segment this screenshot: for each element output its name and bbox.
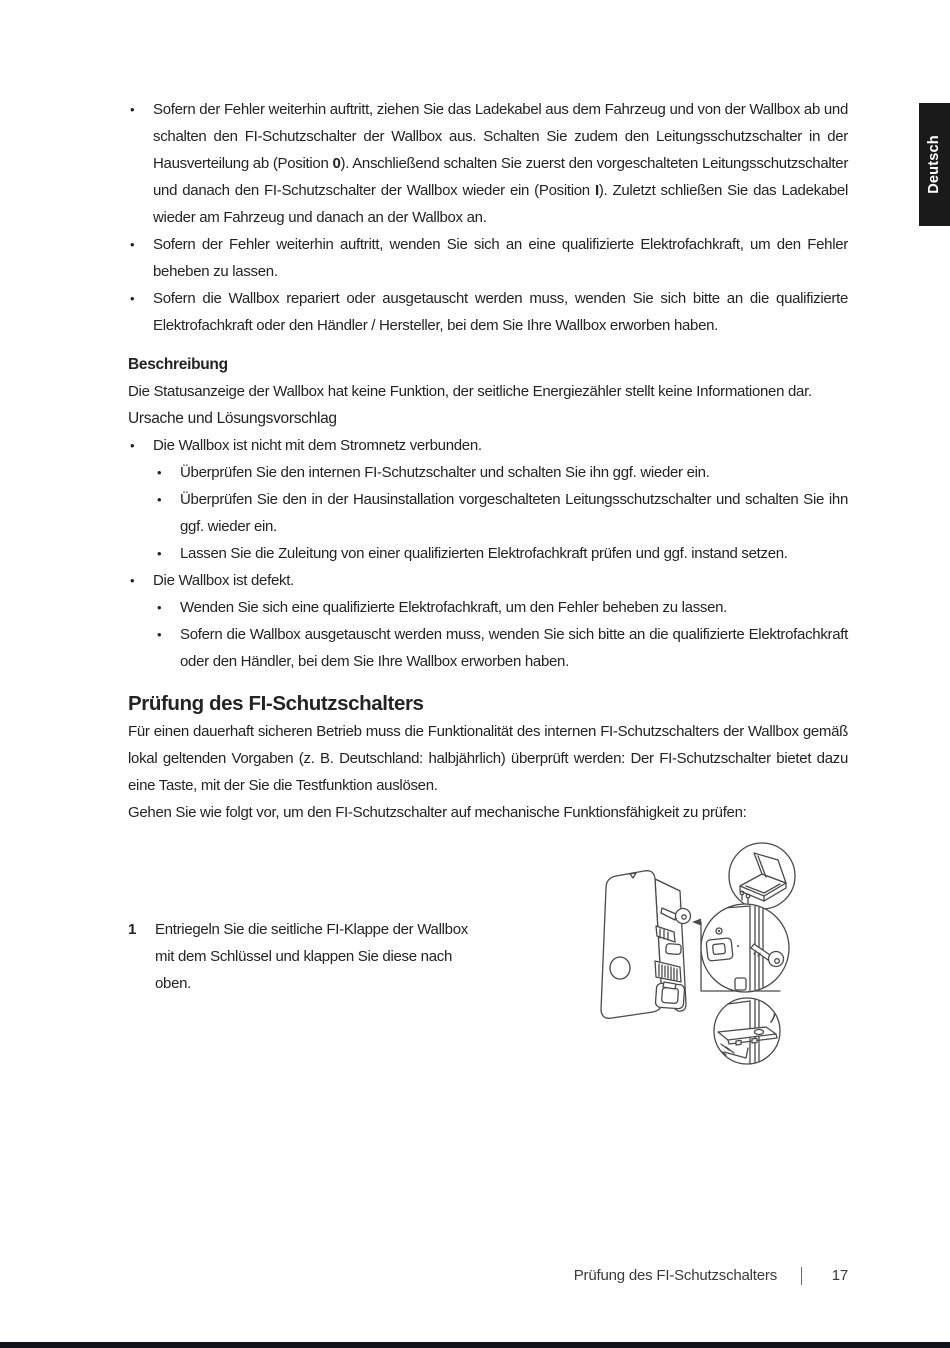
description-heading: Beschreibung (128, 356, 228, 373)
language-tab-label: Deutsch (926, 135, 943, 194)
list-item (128, 567, 848, 675)
bullet-text: ). Zuletzt schließen Sie das Ladekabel wieder am Fahrzeug und danach an der Wallbox an. (153, 182, 848, 226)
list-item (128, 96, 848, 231)
cause-sublist (153, 459, 848, 567)
bottom-edge-bar (0, 1342, 950, 1348)
section-title: Prüfung des FI-Schutzschalters (128, 692, 424, 715)
step-number: 1 (128, 921, 137, 938)
section-paragraph: Für einen dauerhaft sicheren Betrieb muss die Funktionalität des internen FI-Schutzschalters der Wallbox gemäß lokal geltenden Vorgaben (z. B. Deutschland: halbjährlich) überprüft werden: Der FI-Schutzschalter bietet dazu eine Taste, mit der Sie die Testfunktion auslösen. (128, 723, 848, 794)
cause-list (128, 432, 848, 675)
list-item: • Überprüfen Sie den internen FI-Schutzschalter und schalten Sie ihn ggf. wieder ein. (154, 459, 848, 486)
list-item: • Sofern die Wallbox ausgetauscht werden muss, wenden Sie sich bitte an die qualifizierte Elektrofachkraft oder den Händler, bei dem Sie Ihre Wallbox erworben haben. (154, 621, 848, 675)
description-text: Die Statusanzeige der Wallbox hat keine Funktion, der seitliche Energiezähler stellt keine Informationen dar. (128, 383, 812, 400)
list-item (128, 432, 848, 567)
language-tab-deutsch (919, 103, 950, 226)
page-footer (574, 1262, 848, 1289)
detail-circle-open-flap-icon (714, 998, 780, 1064)
bullet-text: Sofern der Fehler weiterhin auftritt, ziehen Sie das Ladekabel aus dem Fahrzeug und von der Wallbox ab und schalten den FI-Schutzschalter der Wallbox aus. Schalten Sie zudem den Leitungsschutzschalter in der Hausverteilung ab (Position (153, 101, 848, 172)
cause-text: Die Wallbox ist defekt. (153, 572, 294, 589)
bullet-text-bold: I (594, 182, 599, 199)
wallbox-body (601, 871, 691, 1019)
detail-circle-key-lock-icon (701, 902, 789, 994)
section-paragraph: Gehen Sie wie folgt vor, um den FI-Schutzschalter auf mechanische Funktionsfähigkeit zu prüfen: (128, 804, 747, 821)
bullet-text: ). Anschließend schalten Sie zuerst den vorgeschalteten Leitungsschutzschalter und danach den FI-Schutzschalter der Wallbox wieder ein (Position (153, 155, 849, 199)
detail-circle-flap-icon (729, 843, 795, 909)
cause-sublist (153, 594, 848, 675)
list-item: • Lassen Sie die Zuleitung von einer qualifizierten Elektrofachkraft prüfen und ggf. instand setzen. (154, 540, 848, 567)
cause-heading: Ursache und Lösungsvorschlag (128, 410, 337, 427)
footer-section-title: Prüfung des FI-Schutzschalters (573, 1267, 777, 1284)
list-item: • Wenden Sie sich eine qualifizierte Elektrofachkraft, um den Fehler beheben zu lassen. (154, 594, 848, 621)
content-column (128, 96, 848, 826)
step-text: Entriegeln Sie die seitliche FI-Klappe der Wallbox mit dem Schlüssel und klappen Sie diese nach oben. (155, 921, 468, 992)
footer-divider (801, 1267, 802, 1285)
list-item: • Sofern der Fehler weiterhin auftritt, wenden Sie sich an eine qualifizierte Elektrofachkraft, um den Fehler beheben zu lassen. (128, 231, 848, 285)
bullet-text-bold: 0 (332, 155, 341, 172)
footer-page-number: 17 (831, 1267, 848, 1284)
list-item: • Überprüfen Sie den in der Hausinstallation vorgeschalteten Leitungsschutzschalter und schalten Sie ihn ggf. wieder ein. (154, 486, 848, 540)
cause-text: Die Wallbox ist nicht mit dem Stromnetz verbunden. (153, 437, 482, 454)
wallbox-illustration (588, 836, 800, 1088)
step-1 (128, 916, 484, 997)
troubleshooting-list (128, 96, 848, 339)
list-item: • Sofern die Wallbox repariert oder ausgetauscht werden muss, wenden Sie sich bitte an die qualifizierte Elektrofachkraft oder den Händler / Hersteller, bei dem Sie Ihre Wallbox erworben haben. (128, 285, 848, 339)
